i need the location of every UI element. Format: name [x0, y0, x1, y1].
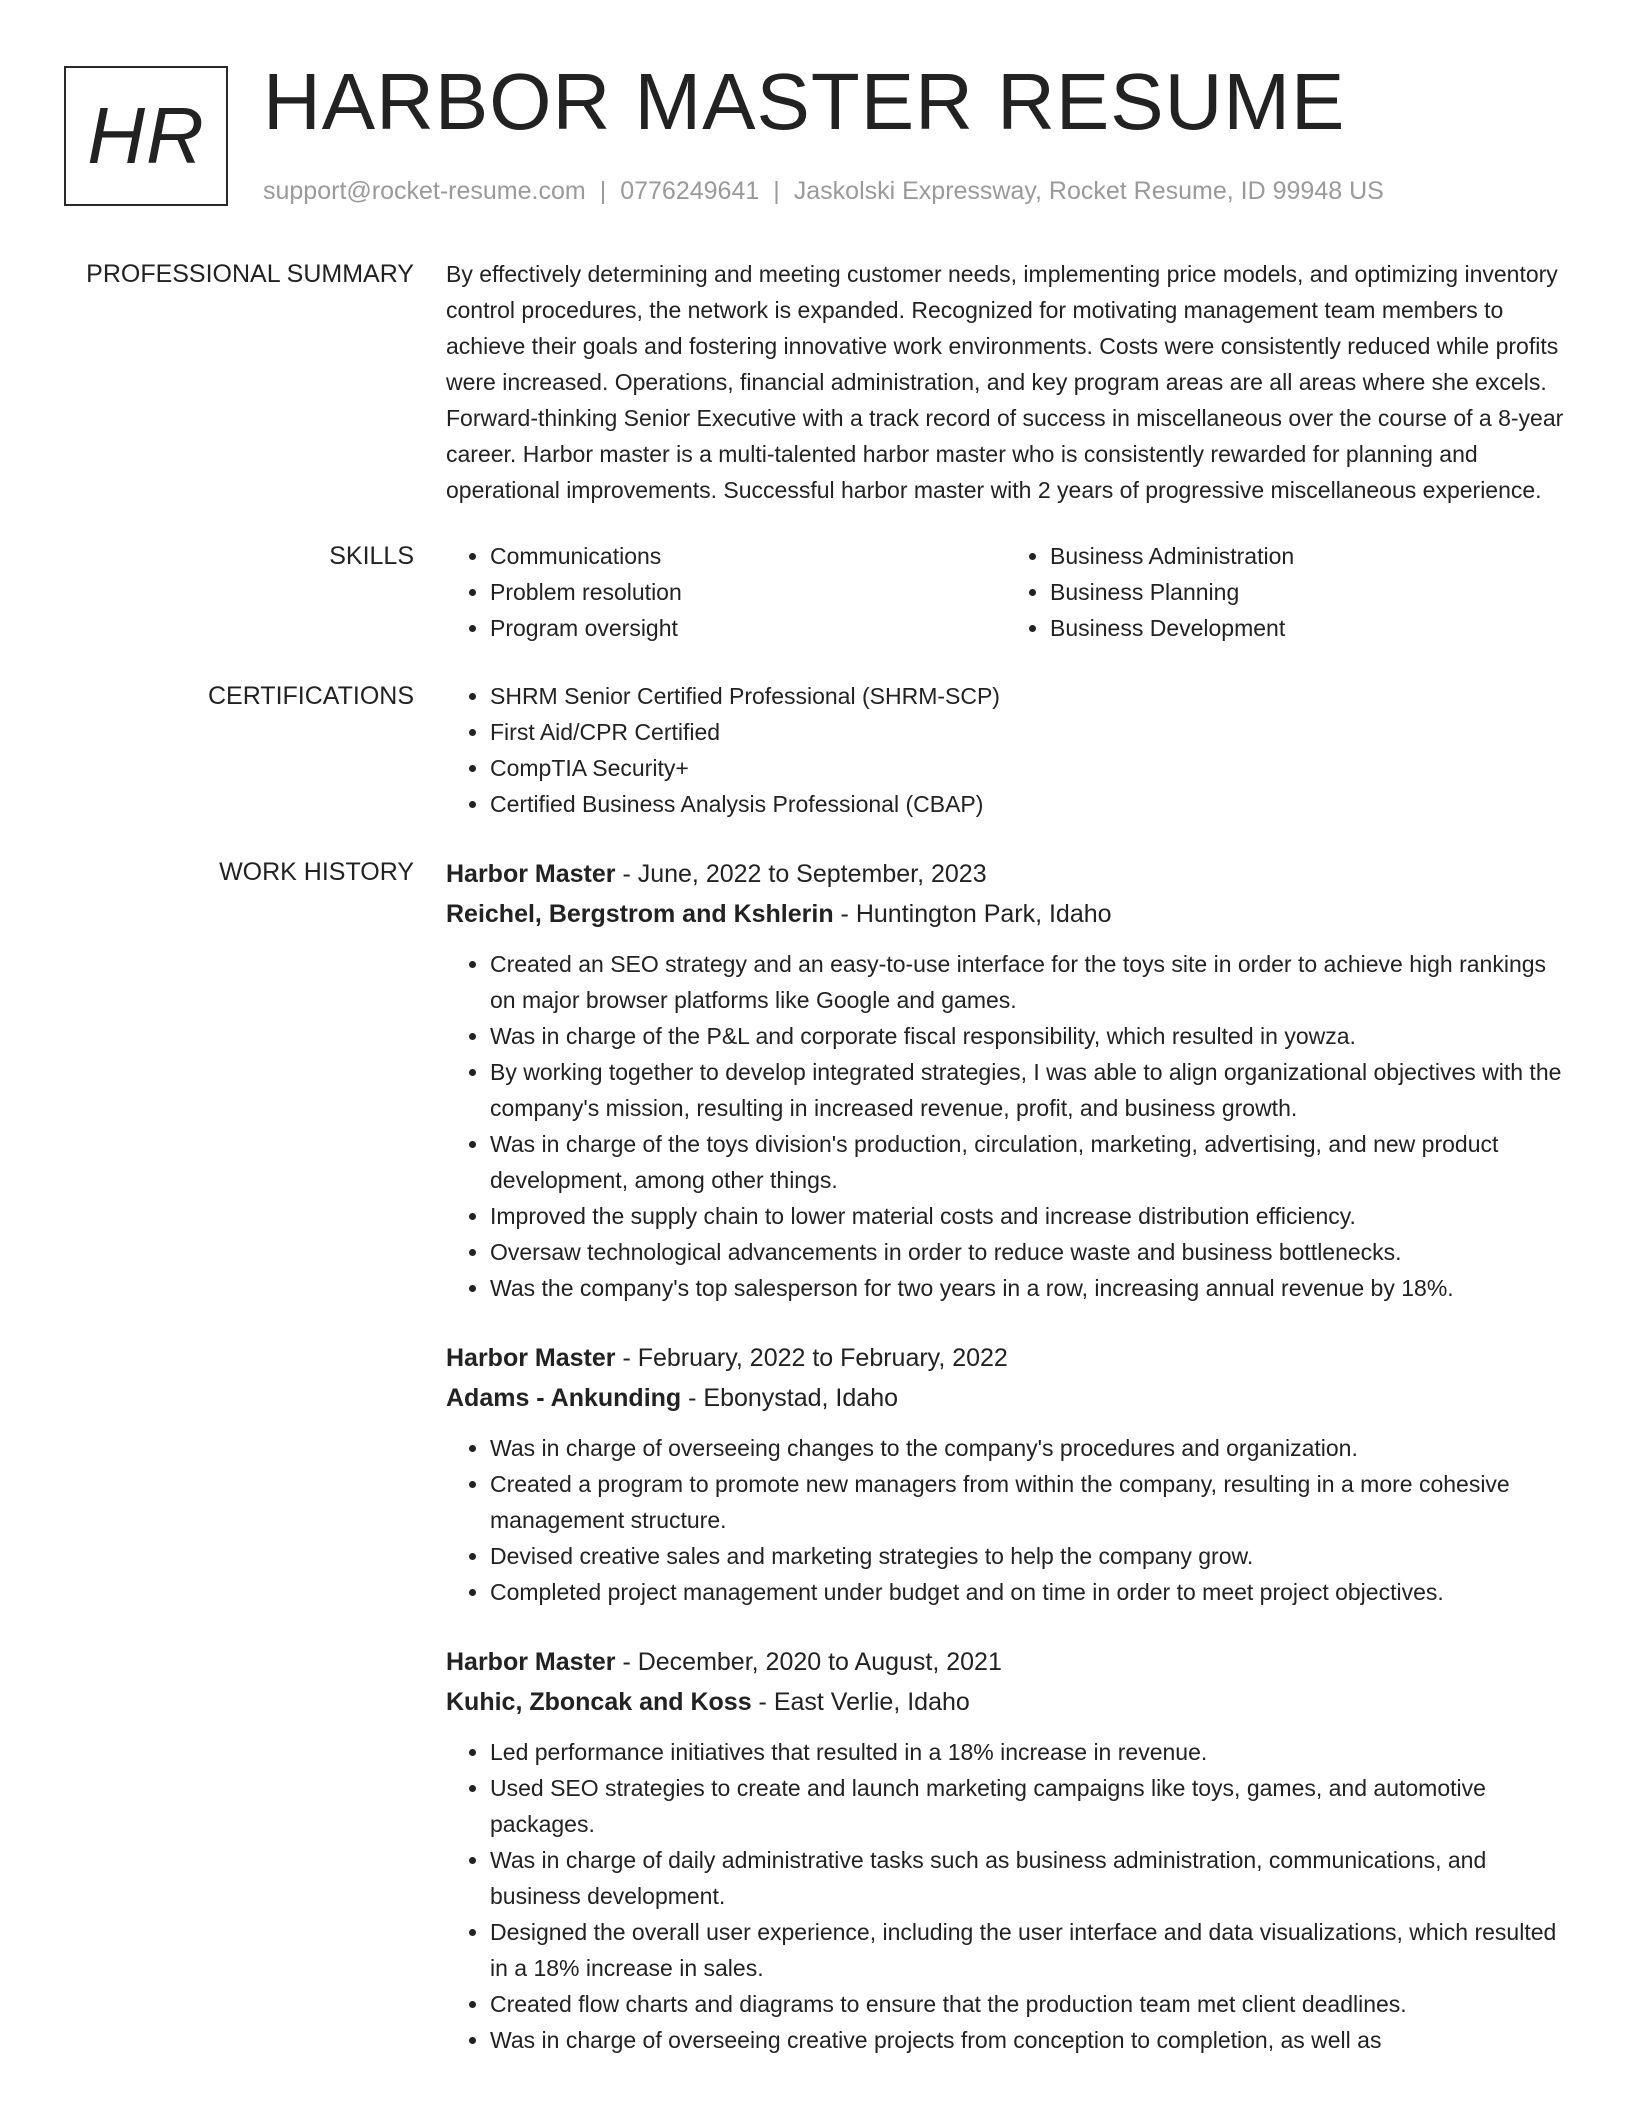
job-title: Harbor Master	[446, 1344, 616, 1372]
resume-title: HARBOR MASTER RESUME	[263, 57, 1346, 146]
job-dates: - December, 2020 to August, 2021	[615, 1648, 1002, 1676]
summary-section	[0, 256, 1632, 508]
contact-email[interactable]: support@rocket-resume.com	[263, 177, 586, 205]
job-company: Reichel, Bergstrom and Kshlerin	[446, 900, 834, 928]
job-bullet: • Was in charge of the P&L and corporate fiscal responsibility, which resulted in yowza.	[490, 1018, 1566, 1054]
resume-body	[0, 256, 1632, 2058]
job-title-line	[446, 1338, 1566, 1378]
certification-item: • CompTIA Security+	[490, 750, 1566, 786]
job-location: - East Verlie, Idaho	[751, 1688, 970, 1716]
job-bullet: • Created a program to promote new managers from within the company, resulting in a more cohesive management structure.	[490, 1466, 1566, 1538]
contact-separator: |	[773, 177, 780, 205]
skills-label: SKILLS	[329, 542, 414, 570]
certifications-content	[446, 678, 1566, 822]
contact-line	[263, 176, 1384, 206]
skill-item: • Business Development	[1050, 610, 1566, 646]
job-bullet: • Designed the overall user experience, including the user interface and data visualizations, which resulted in a 18% increase in sales.	[490, 1914, 1566, 1986]
job-bullet: • Created an SEO strategy and an easy-to-use interface for the toys site in order to achieve high rankings on major browser platforms like Google and games.	[490, 946, 1566, 1018]
job-location: - Huntington Park, Idaho	[833, 900, 1112, 928]
summary-label: PROFESSIONAL SUMMARY	[86, 260, 414, 288]
certification-item: • First Aid/CPR Certified	[490, 714, 1566, 750]
job-bullet: • Was in charge of daily administrative tasks such as business administration, communications, and business development.	[490, 1842, 1566, 1914]
job-bullet: • Improved the supply chain to lower material costs and increase distribution efficiency.	[490, 1198, 1566, 1234]
skill-item: • Communications	[490, 538, 1006, 574]
work-content	[446, 854, 1566, 2058]
job-bullets	[446, 1430, 1566, 1610]
certification-item: • SHRM Senior Certified Professional (SHRM-SCP)	[490, 678, 1566, 714]
certifications-list	[446, 678, 1566, 822]
job-company: Kuhic, Zboncak and Koss	[446, 1688, 752, 1716]
skills-list-left	[446, 538, 1006, 646]
job-bullet: • Was in charge of overseeing creative projects from conception to completion, as well as	[490, 2022, 1566, 2058]
certification-item: • Certified Business Analysis Professional (CBAP)	[490, 786, 1566, 822]
skill-item: • Program oversight	[490, 610, 1006, 646]
job-bullet: • Devised creative sales and marketing strategies to help the company grow.	[490, 1538, 1566, 1574]
contact-phone[interactable]: 0776249641	[620, 177, 760, 205]
job-bullets	[446, 946, 1566, 1306]
job-bullet: • Completed project management under budget and on time in order to meet project objectives.	[490, 1574, 1566, 1610]
job-entry	[446, 1338, 1566, 1610]
job-company-line	[446, 1682, 1566, 1722]
job-bullet: • Led performance initiatives that resulted in a 18% increase in revenue.	[490, 1734, 1566, 1770]
skill-item: • Problem resolution	[490, 574, 1006, 610]
job-bullet: • By working together to develop integrated strategies, I was able to align organizational objectives with the company's mission, resulting in increased revenue, profit, and business growth.	[490, 1054, 1566, 1126]
job-dates: - February, 2022 to February, 2022	[615, 1344, 1008, 1372]
skills-section	[0, 538, 1632, 646]
certifications-section	[0, 678, 1632, 822]
job-bullet: • Created flow charts and diagrams to ensure that the production team met client deadlines.	[490, 1986, 1566, 2022]
summary-content	[446, 256, 1566, 508]
contact-address: Jaskolski Expressway, Rocket Resume, ID 99948 US	[793, 177, 1384, 205]
work-label: WORK HISTORY	[219, 858, 414, 886]
contact-separator: |	[599, 177, 607, 205]
skills-content	[446, 538, 1566, 646]
summary-text: By effectively determining and meeting customer needs, implementing price models, and optimizing inventory control procedures, the network is expanded. Recognized for motivating management team members to achieve their goals and fostering innovative work environments. Costs were consistently reduced while profits were increased. Operations, financial administration, and key program areas are all areas where she excels. Forward-thinking Senior Executive with a track record of success in miscellaneous over the course of a 8-year career. Harbor master is a multi-talented harbor master who is consistently rewarded for planning and operational improvements. Successful harbor master with 2 years of progressive miscellaneous experience.	[446, 261, 1564, 503]
job-company: Adams - Ankunding	[446, 1384, 682, 1412]
job-title-line	[446, 1642, 1566, 1682]
job-title-line	[446, 854, 1566, 894]
job-bullets	[446, 1734, 1566, 2058]
skill-item: • Business Administration	[1050, 538, 1566, 574]
job-entry	[446, 1642, 1566, 2058]
job-bullet: • Was in charge of overseeing changes to the company's procedures and organization.	[490, 1430, 1566, 1466]
skill-item: • Business Planning	[1050, 574, 1566, 610]
job-entry	[446, 854, 1566, 1306]
job-bullet: • Oversaw technological advancements in order to reduce waste and business bottlenecks.	[490, 1234, 1566, 1270]
job-bullet: • Was the company's top salesperson for two years in a row, increasing annual revenue by 18%.	[490, 1270, 1566, 1306]
certifications-label: CERTIFICATIONS	[207, 682, 414, 710]
skills-list-right	[1006, 538, 1566, 646]
job-title: Harbor Master	[446, 860, 616, 888]
job-bullet: • Used SEO strategies to create and launch marketing campaigns like toys, games, and automotive packages.	[490, 1770, 1566, 1842]
job-company-line	[446, 894, 1566, 934]
job-title: Harbor Master	[446, 1648, 616, 1676]
job-company-line	[446, 1378, 1566, 1418]
work-section	[0, 854, 1632, 2058]
job-dates: - June, 2022 to September, 2023	[615, 860, 987, 888]
job-bullet: • Was in charge of the toys division's production, circulation, marketing, advertising, and new product development, among other things.	[490, 1126, 1566, 1198]
job-location: - Ebonystad, Idaho	[681, 1384, 898, 1412]
monogram-logo: HR	[64, 66, 228, 206]
